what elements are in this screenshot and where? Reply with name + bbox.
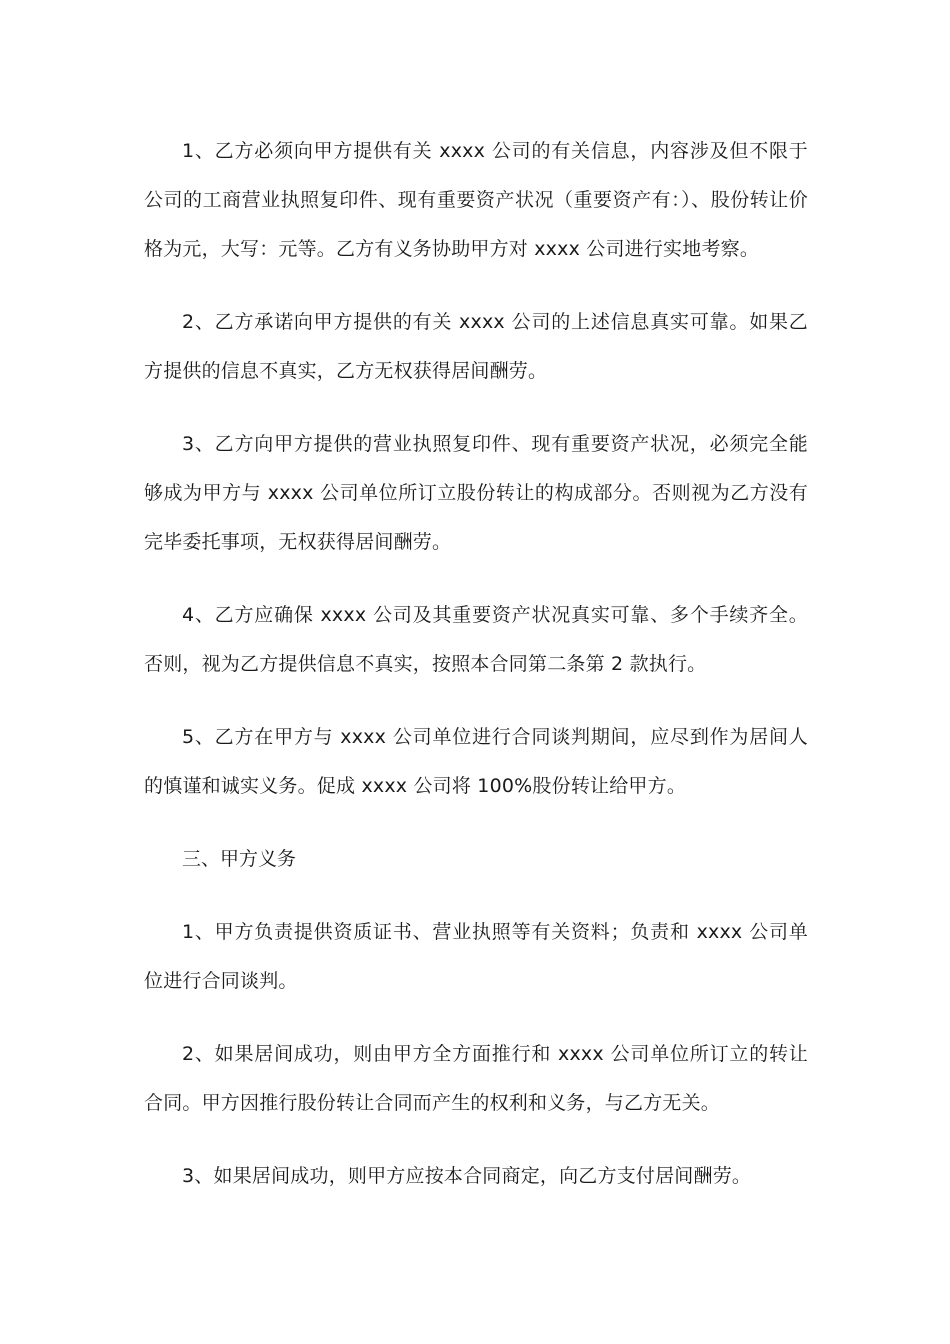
paragraph-party-a-3: 3、如果居间成功，则甲方应按本合同商定，向乙方支付居间酬劳。 (182, 1165, 752, 1187)
section-heading: 三、甲方义务 (182, 848, 297, 870)
document-body (144, 127, 808, 1225)
paragraph-obligation-5: 5、乙方在甲方与 xxxx 公司单位进行合同谈判期间，应尽到作为居间人的慎谨和诚实义务。促成 xxxx 公司将 100%股份转让给甲方。 (144, 726, 808, 797)
paragraph-obligation-4: 4、乙方应确保 xxxx 公司及其重要资产状况真实可靠、多个手续齐全。否则，视为乙方提供信息不真实，按照本合同第二条第 2 款执行。 (144, 604, 808, 675)
paragraph-party-a-1: 1、甲方负责提供资质证书、营业执照等有关资料；负责和 xxxx 公司单位进行合同谈判。 (144, 921, 808, 992)
paragraph-obligation-3: 3、乙方向甲方提供的营业执照复印件、现有重要资产状况，必须完全能够成为甲方与 xxxx 公司单位所订立股份转让的构成部分。否则视为乙方没有完毕委托事项，无权获得居间酬劳。 (144, 433, 808, 553)
paragraph-obligation-2: 2、乙方承诺向甲方提供的有关 xxxx 公司的上述信息真实可靠。如果乙方提供的信息不真实，乙方无权获得居间酬劳。 (144, 311, 808, 382)
paragraph-obligation-1: 1、乙方必须向甲方提供有关 xxxx 公司的有关信息，内容涉及但不限于公司的工商营业执照复印件、现有重要资产状况（重要资产有：）、股份转让价格为元，大写：元等。乙方有义务协助甲方对 xxxx 公司进行实地考察。 (144, 140, 808, 260)
paragraph-party-a-2: 2、如果居间成功，则由甲方全方面推行和 xxxx 公司单位所订立的转让合同。甲方因推行股份转让合同而产生的权利和义务，与乙方无关。 (144, 1043, 808, 1114)
